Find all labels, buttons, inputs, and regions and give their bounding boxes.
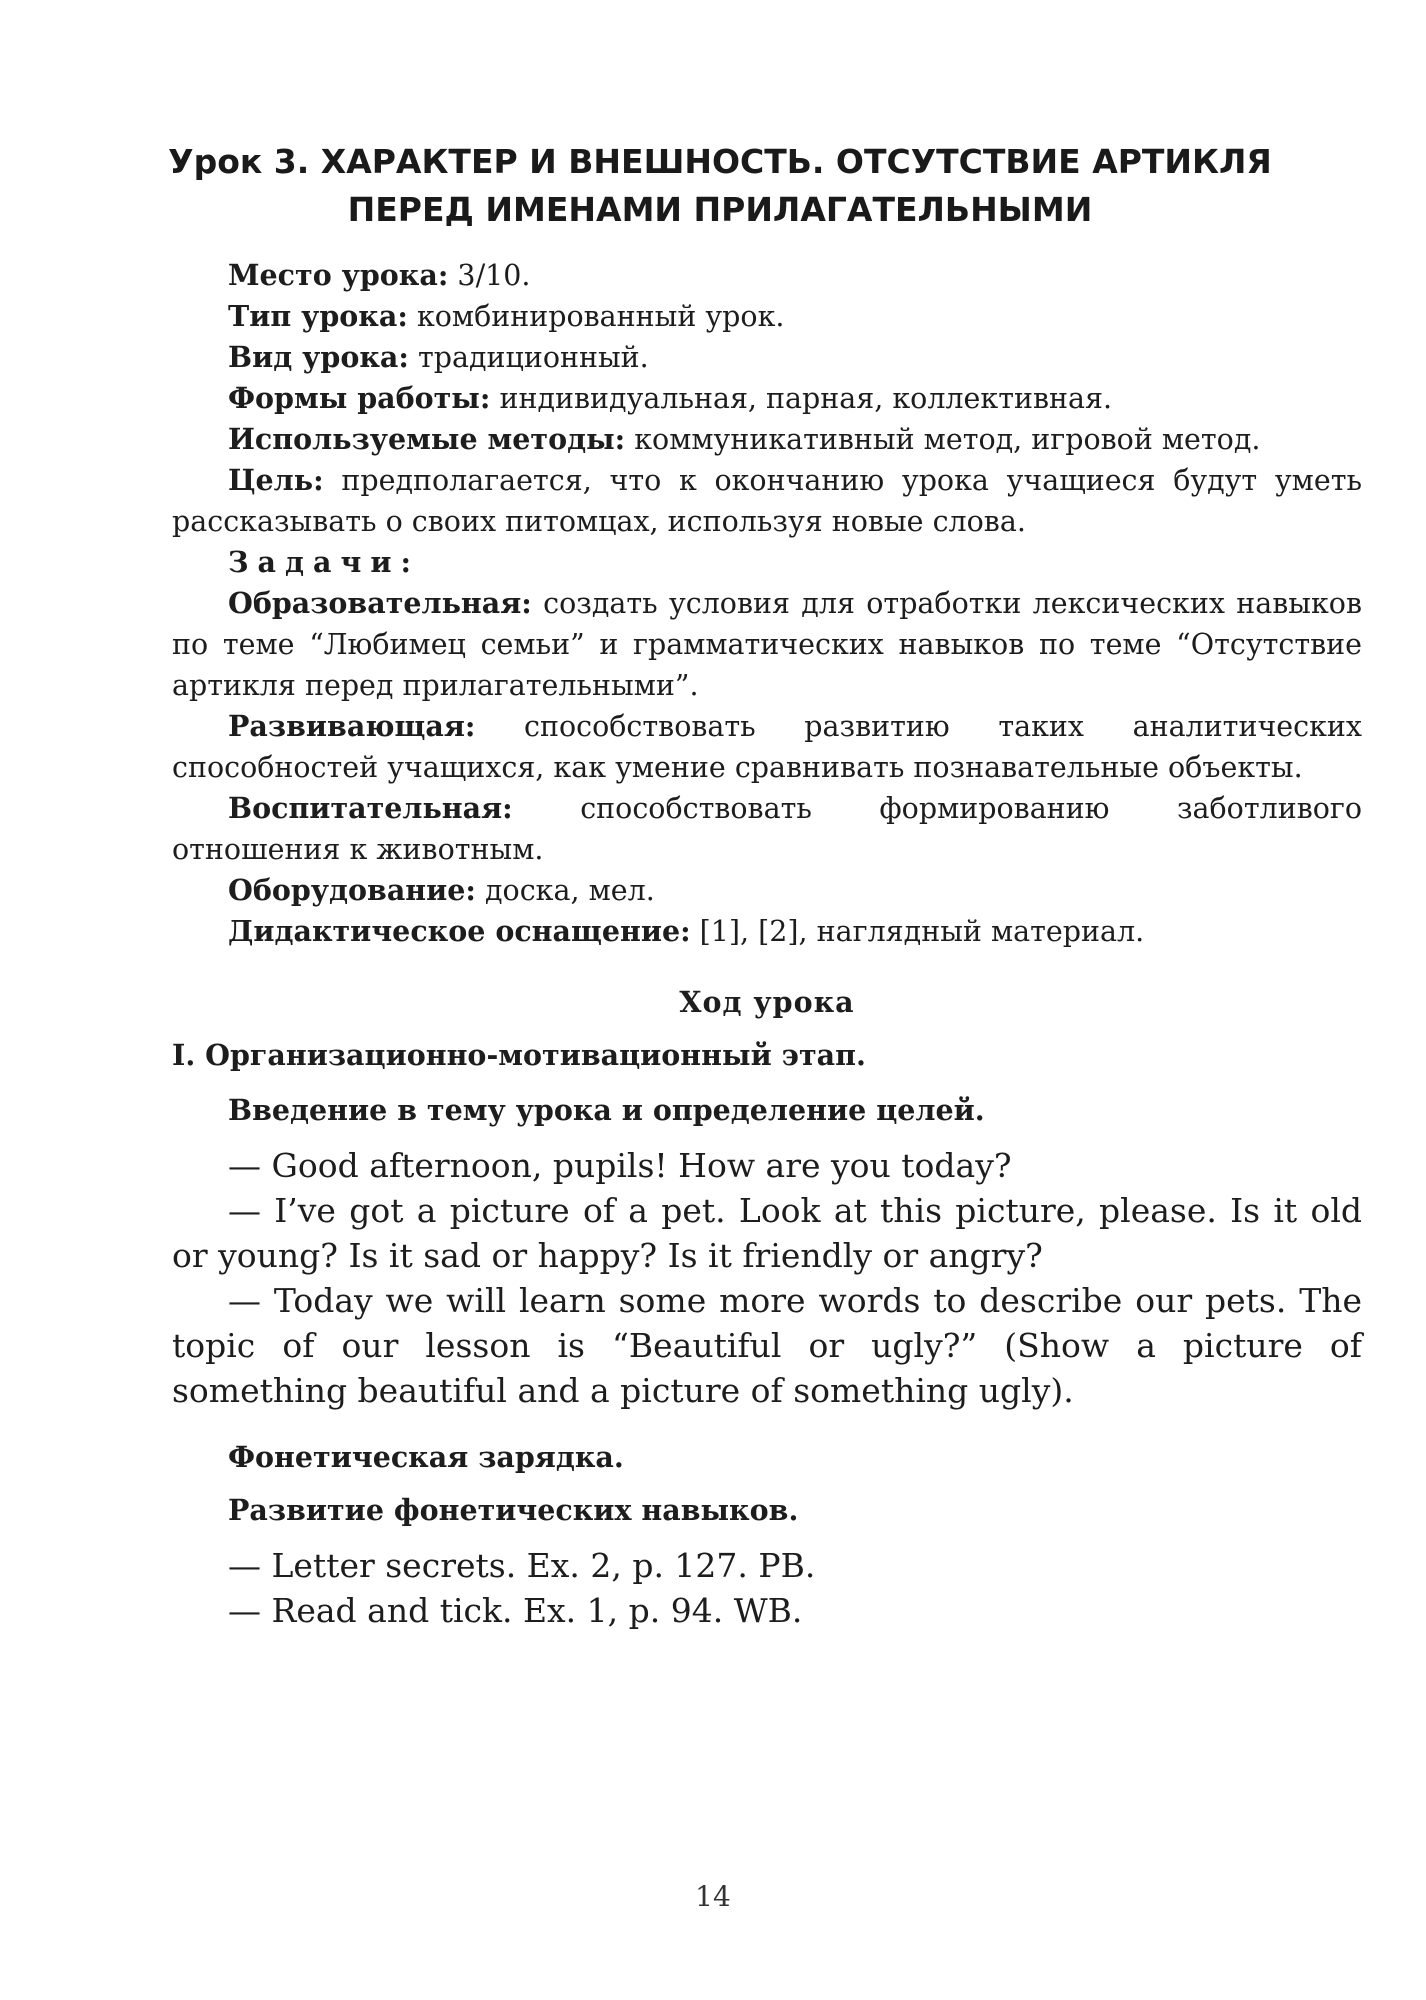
info-forms: Формы работы: индивидуальная, парная, коллективная.: [228, 381, 1113, 415]
task-developing: Развивающая: способствовать развитию таких аналитических способностей учащихся, как умение сравнивать познавательные объекты.: [172, 709, 1362, 784]
title-line-1: Урок 3. ХАРАКТЕР И ВНЕШНОСТЬ. ОТСУТСТВИЕ АРТИКЛЯ: [168, 142, 1272, 181]
lesson-title: [150, 138, 1290, 234]
page-number: 14: [695, 1880, 731, 1913]
section-1-heading: I. Организационно-мотивационный этап.: [172, 1038, 866, 1072]
document-body: [172, 255, 1362, 1633]
task-upbringing: Воспитательная: способствовать формированию заботливого отношения к животным.: [172, 791, 1362, 866]
exercise-line: — Letter secrets. Ex. 2, p. 127. PB.: [228, 1546, 816, 1585]
equipment: Оборудование: доска, мел.: [228, 873, 655, 907]
info-place: Место урока: 3/10.: [228, 258, 531, 292]
info-type: Тип урока: комбинированный урок.: [228, 299, 785, 333]
info-kind: Вид урока: традиционный.: [228, 340, 649, 374]
phonetic-subheading: Развитие фонетических навыков.: [228, 1493, 799, 1527]
info-methods: Используемые методы: коммуникативный метод, игровой метод.: [228, 422, 1261, 456]
info-goal: Цель: предполагается, что к окончанию урока учащиеся будут уметь рассказывать о своих питомцах, используя новые слова.: [172, 463, 1362, 538]
title-line-2: ПЕРЕД ИМЕНАМИ ПРИЛАГАТЕЛЬНЫМИ: [347, 190, 1093, 229]
dialogue-line: — Good afternoon, pupils! How are you today?: [228, 1146, 1012, 1185]
phonetic-heading: Фонетическая зарядка.: [228, 1440, 624, 1474]
didactic-materials: Дидактическое оснащение: [1], [2], наглядный материал.: [228, 914, 1145, 948]
dialogue-line: — Today we will learn some more words to describe our pets. The topic of our lesson is “Beautiful or ugly?” (Show a picture of something beautiful and a picture of something ugly).: [172, 1281, 1362, 1410]
exercise-line: — Read and tick. Ex. 1, p. 94. WB.: [228, 1591, 803, 1630]
tasks-heading: Задачи:: [228, 545, 421, 579]
intro-heading: Введение в тему урока и определение целей.: [228, 1093, 985, 1127]
lesson-progress-heading: Ход урока: [679, 985, 855, 1019]
dialogue-line: — I’ve got a picture of a pet. Look at this picture, please. Is it old or young? Is it sad or happy? Is it friendly or angry?: [172, 1191, 1362, 1275]
task-educational: Образовательная: создать условия для отработки лексических навыков по теме “Любимец семьи” и грамматических навыков по теме “Отсутствие артикля перед прилагательными”.: [172, 586, 1362, 702]
